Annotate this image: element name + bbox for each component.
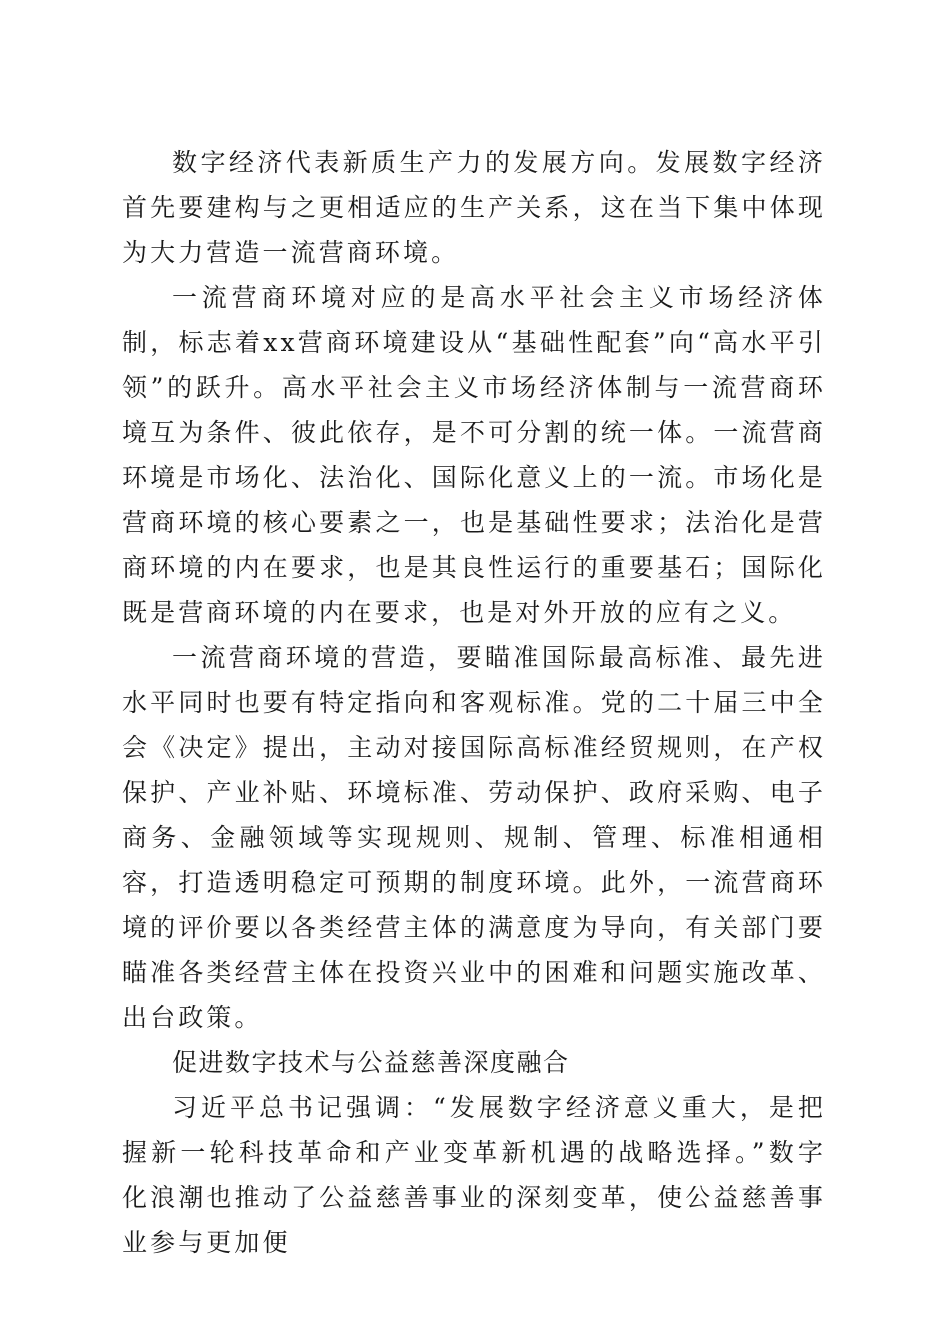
paragraph-international-standards: 一流营商环境的营造，要瞄准国际最高标准、最先进水平同时也要有特定指向和客观标准。党的二十届三中全会《决定》提出，主动对接国际高标准经贸规则，在产权保护、产业补贴、环境标准、劳动保护、政府采购、电子商务、金融领域等实现规则、规制、管理、标准相通相容，打造透明稳定可预期的制度环境。此外，一流营商环境的评价要以各类经营主体的满意度为导向，有关部门要瞄准各类经营主体在投资兴业中的困难和问题实施改革、出台政策。 (122, 643, 826, 1032)
paragraph-digital-economy: 数字经济代表新质生产力的发展方向。发展数字经济首先要建构与之更相适应的生产关系，这在当下集中体现为大力营造一流营商环境。 (122, 148, 826, 267)
document-body (122, 140, 826, 1265)
paragraph-business-environment: 一流营商环境对应的是高水平社会主义市场经济体制，标志着xx营商环境建设从“基础性配套”向“高水平引领”的跃升。高水平社会主义市场经济体制与一流营商环境互为条件、彼此依存，是不可分割的统一体。一流营商环境是市场化、法治化、国际化意义上的一流。市场化是营商环境的核心要素之一，也是基础性要求；法治化是营商环境的内在要求，也是其良性运行的重要基石；国际化既是营商环境的内在要求，也是对外开放的应有之义。 (122, 283, 826, 627)
section-heading: 促进数字技术与公益慈善深度融合 (172, 1048, 570, 1077)
paragraph-charity-digitalization: 习近平总书记强调：“发展数字经济意义重大，是把握新一轮科技革命和产业变革新机遇的战略选择。”数字化浪潮也推动了公益慈善事业的深刻变革，使公益慈善事业参与更加便 (122, 1093, 826, 1257)
